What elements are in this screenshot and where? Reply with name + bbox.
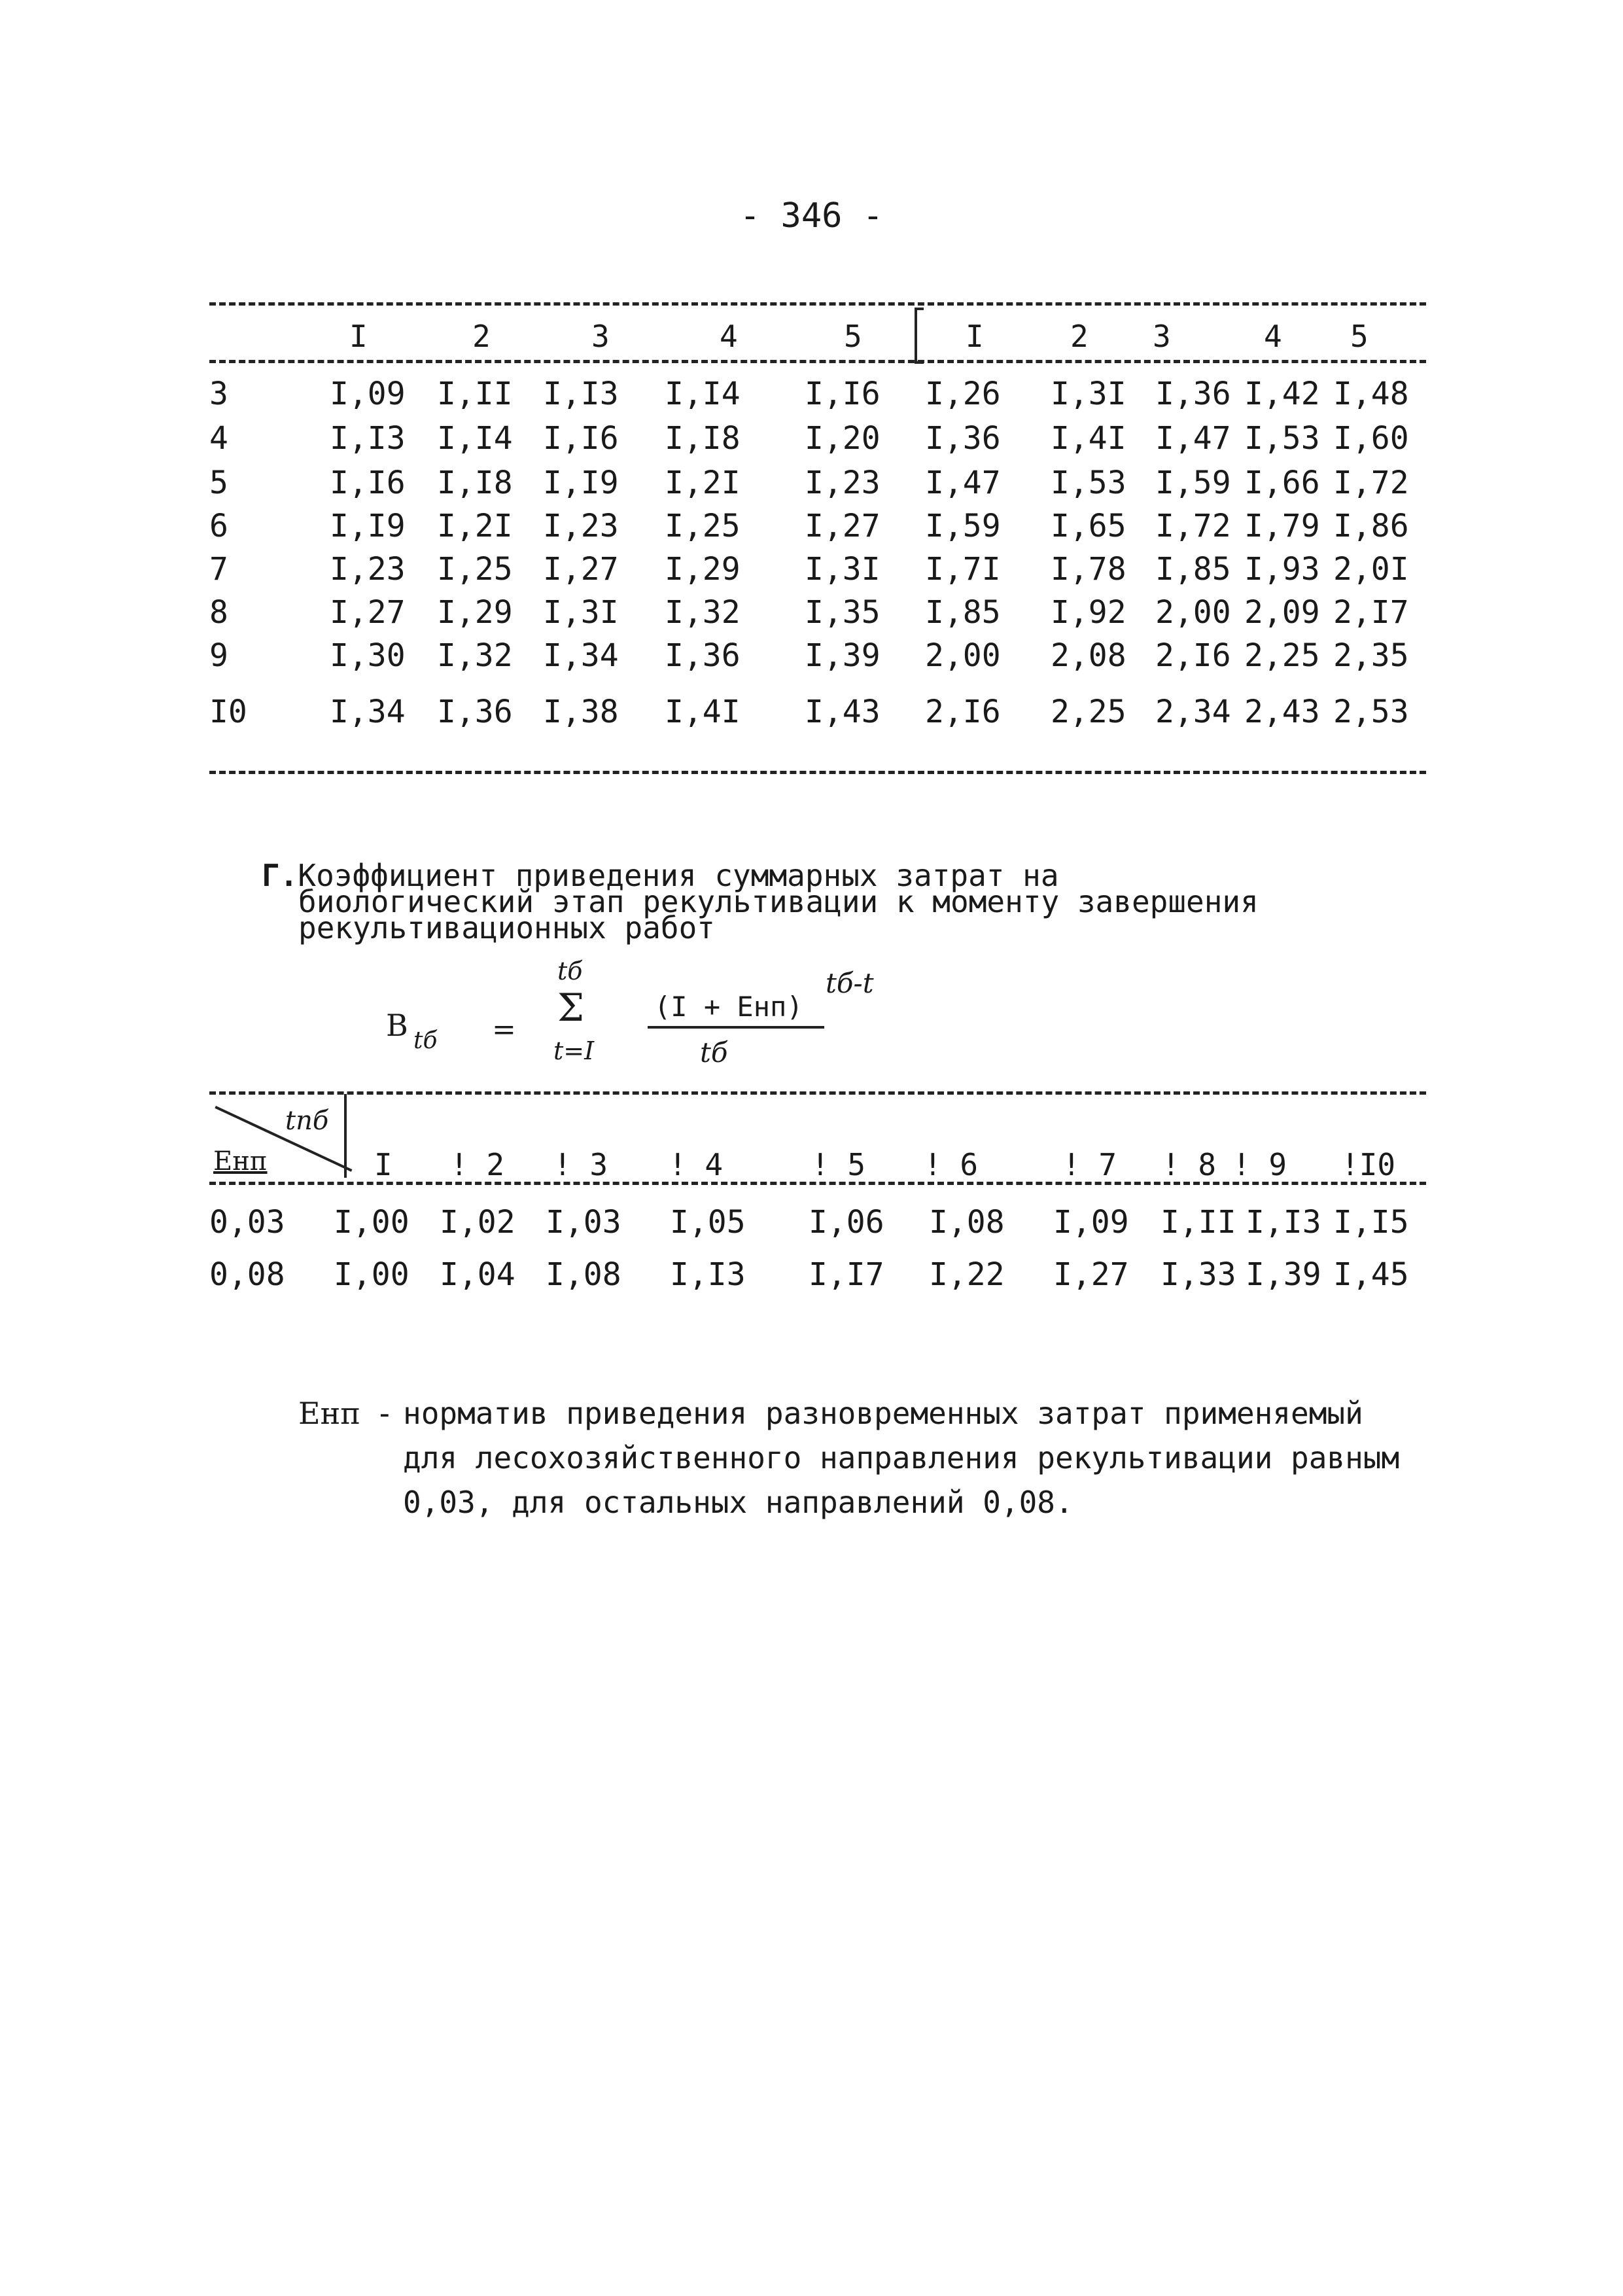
section-title-line-1: Коэффициент приведения суммарных затрат на [298,858,1059,893]
table-cell: I,36 [925,420,1001,457]
table-1-header: I [966,319,984,354]
row-label: 4 [209,420,228,457]
table-cell: I,34 [543,637,619,674]
table-cell: I,85 [1155,551,1231,588]
table-cell: I,20 [805,420,881,457]
row-label: 0,03 [209,1204,285,1241]
table-cell: 2,I7 [1333,594,1409,631]
table-1-bottom-rule [209,771,1426,774]
table-cell: 2,08 [1051,637,1126,674]
table-cell: I,27 [805,508,881,544]
table-cell: I,3I [543,594,619,631]
table-cell: I,II [437,376,513,412]
table-cell: I,02 [440,1204,515,1241]
formula-fraction-bar [648,1026,824,1029]
table-cell: I,65 [1051,508,1126,544]
table-cell: I,I4 [437,420,513,457]
table-cell: I,53 [1051,465,1126,501]
table-cell: I,60 [1333,420,1409,457]
table-cell: I,04 [440,1256,515,1293]
table-cell: I,33 [1161,1256,1236,1293]
section-title-line-2: биологический этап рекультивации к моменту завершения [298,884,1259,919]
note-symbol: Eнп [298,1396,360,1431]
table-cell: I,I8 [665,420,741,457]
table-cell: I,05 [670,1204,746,1241]
table-cell: I,79 [1244,508,1320,544]
table-cell: I,47 [925,465,1001,501]
table-cell: I,32 [437,637,513,674]
table-cell: I,I3 [1246,1204,1321,1241]
table-2-corner-top: tпб [285,1106,329,1136]
table-cell: 2,35 [1333,637,1409,674]
table-cell: I,7I [925,551,1001,588]
table-cell: I,08 [929,1204,1005,1241]
table-1-header: 3 [591,319,610,354]
table-cell: I,I3 [543,376,619,412]
table-cell: I,39 [1246,1256,1321,1293]
table-cell: I,I4 [665,376,741,412]
table-cell: I,29 [437,594,513,631]
table-1-header: 2 [1070,319,1089,354]
formula-sum-top: tб [557,957,583,985]
table-cell: I,27 [543,551,619,588]
table-cell: I,09 [1053,1204,1129,1241]
row-label: 0,08 [209,1256,285,1293]
table-cell: 2,43 [1244,694,1320,730]
formula-sum-symbol: Σ [557,985,585,1030]
table-2-header: ! 2 [450,1147,505,1182]
row-label: 6 [209,508,228,544]
table-cell: I,4I [665,694,741,730]
table-cell: 2,00 [1155,594,1231,631]
table-2-header-rule [209,1182,1426,1185]
table-1-header: 4 [1264,319,1282,354]
table-cell: I,43 [805,694,881,730]
table-cell: I,3I [805,551,881,588]
table-cell: I,36 [1155,376,1231,412]
section-title-line-3: рекультивационных работ [298,910,715,945]
formula-sum-bottom: t=I [553,1036,595,1065]
table-2-corner-bottom: Eнп [213,1146,268,1176]
table-cell: I,03 [546,1204,621,1241]
table-cell: I,25 [665,508,741,544]
table-cell: I,92 [1051,594,1126,631]
table-cell: 2,00 [925,637,1001,674]
formula-numerator: (I + Eнп) [654,991,803,1023]
table-2-header: ! 3 [553,1147,608,1182]
table-2-header: ! 9 [1232,1147,1287,1182]
table-cell: 2,09 [1244,594,1320,631]
table-cell: I,I6 [805,376,881,412]
table-cell: I,59 [925,508,1001,544]
table-cell: I,35 [805,594,881,631]
note-line-1: норматив приведения разновременных затрат применяемый [403,1396,1363,1431]
formula-lhs-subscript: tб [413,1027,438,1054]
table-cell: I,I3 [330,420,406,457]
table-cell: I,47 [1155,420,1231,457]
table-1-header: I [349,319,368,354]
table-1-header: 5 [1350,319,1369,354]
table-cell: I,66 [1244,465,1320,501]
row-label: 3 [209,376,228,412]
table-cell: 2,I6 [1155,637,1231,674]
table-cell: I,23 [805,465,881,501]
table-1-header: 5 [844,319,862,354]
table-2-header: I [374,1147,393,1182]
table-cell: I,23 [543,508,619,544]
table-cell: I,I3 [670,1256,746,1293]
table-cell: I,38 [543,694,619,730]
table-cell: I,I8 [437,465,513,501]
formula-equals: = [492,1013,516,1046]
table-cell: I,72 [1155,508,1231,544]
table-cell: I,00 [334,1204,410,1241]
table-cell: I,86 [1333,508,1409,544]
table-1-header-rule [209,360,1426,363]
table-cell: I,93 [1244,551,1320,588]
note-line-2: для лесохозяйственного направления рекультивации равным [403,1440,1400,1475]
table-cell: I,I9 [330,508,406,544]
table-cell: I,25 [437,551,513,588]
note-dash: - [375,1396,394,1431]
table-1-top-rule [209,302,1426,306]
row-label: 9 [209,637,228,674]
table-cell: I,I9 [543,465,619,501]
table-cell: I,22 [929,1256,1005,1293]
table-cell: I,3I [1051,376,1126,412]
table-cell: 2,53 [1333,694,1409,730]
row-label: I0 [209,694,247,730]
table-cell: I,00 [334,1256,410,1293]
table-2-corner-divider [344,1094,347,1178]
table-cell: I,23 [330,551,406,588]
table-cell: I,32 [665,594,741,631]
table-cell: I,59 [1155,465,1231,501]
table-cell: I,I6 [543,420,619,457]
table-cell: I,85 [925,594,1001,631]
formula-exponent: tб-t [826,967,874,999]
table-cell: I,27 [330,594,406,631]
table-2-header: ! 8 [1162,1147,1217,1182]
table-cell: 2,0I [1333,551,1409,588]
row-label: 5 [209,465,228,501]
table-2-header: ! 6 [924,1147,979,1182]
table-cell: I,36 [437,694,513,730]
formula-denominator: tб [700,1036,728,1069]
table-cell: I,78 [1051,551,1126,588]
table-cell: I,I6 [330,465,406,501]
table-2-header: !I0 [1341,1147,1396,1182]
page-number: - 346 - [739,196,884,236]
table-1-bracket [915,308,924,364]
table-cell: 2,I6 [925,694,1001,730]
table-cell: I,30 [330,637,406,674]
table-1-header: 2 [472,319,491,354]
table-cell: I,06 [809,1204,884,1241]
table-cell: I,53 [1244,420,1320,457]
table-1-header: 3 [1153,319,1171,354]
table-cell: I,I5 [1333,1204,1409,1241]
table-cell: I,26 [925,376,1001,412]
table-cell: 2,25 [1244,637,1320,674]
table-2-header: ! 5 [811,1147,866,1182]
table-cell: I,4I [1051,420,1126,457]
section-letter: Г. [262,858,298,893]
row-label: 8 [209,594,228,631]
table-cell: I,29 [665,551,741,588]
row-label: 7 [209,551,228,588]
table-cell: I,42 [1244,376,1320,412]
table-cell: I,39 [805,637,881,674]
table-2-header: ! 4 [669,1147,724,1182]
table-cell: I,72 [1333,465,1409,501]
table-2-top-rule [209,1091,1426,1095]
table-cell: I,45 [1333,1256,1409,1293]
table-cell: 2,34 [1155,694,1231,730]
table-cell: I,36 [665,637,741,674]
table-cell: I,48 [1333,376,1409,412]
table-cell: I,II [1161,1204,1236,1241]
table-cell: 2,25 [1051,694,1126,730]
table-2-header: ! 7 [1062,1147,1117,1182]
table-cell: I,08 [546,1256,621,1293]
table-cell: I,2I [665,465,741,501]
table-cell: I,34 [330,694,406,730]
table-cell: I,09 [330,376,406,412]
table-cell: I,I7 [809,1256,884,1293]
table-1-header: 4 [720,319,738,354]
table-cell: I,2I [437,508,513,544]
note-line-3: 0,03, для остальных направлений 0,08. [403,1485,1073,1520]
formula-lhs: B [386,1008,408,1043]
table-cell: I,27 [1053,1256,1129,1293]
